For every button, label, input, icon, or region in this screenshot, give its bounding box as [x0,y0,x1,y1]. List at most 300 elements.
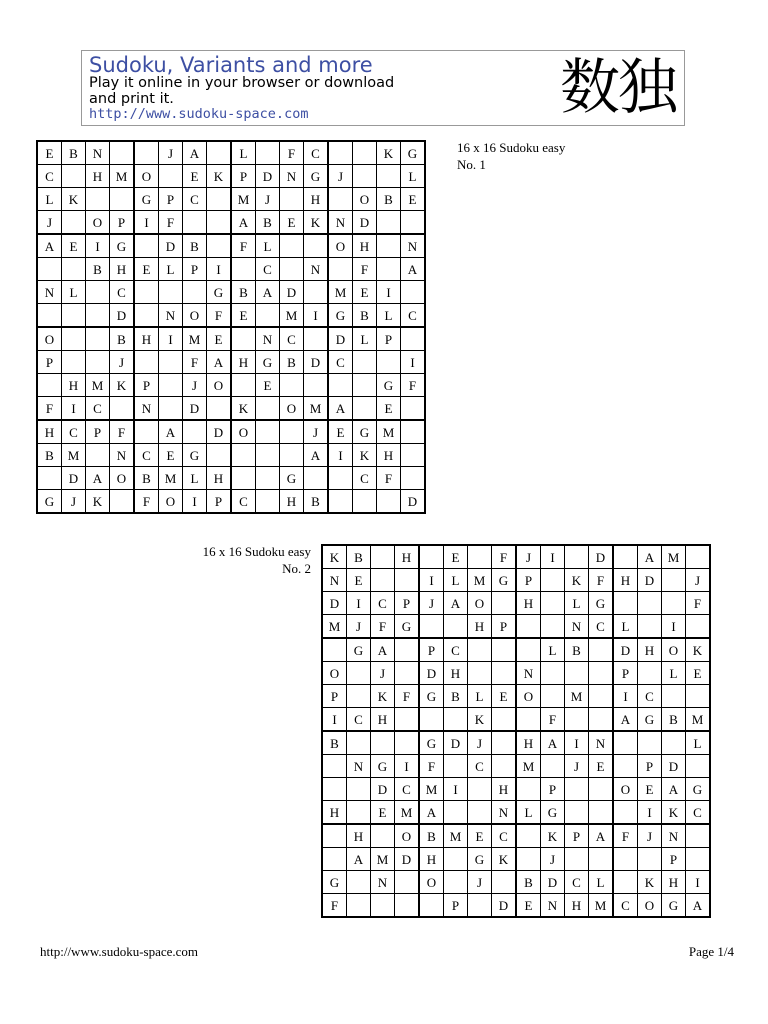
sudoku-cell[interactable] [280,444,304,467]
sudoku-cell: L [231,141,256,165]
sudoku-cell[interactable] [686,755,711,778]
sudoku-cell[interactable] [280,420,304,444]
sudoku-cell[interactable] [62,351,86,374]
sudoku-cell[interactable] [371,569,395,592]
sudoku-cell[interactable] [304,374,329,397]
sudoku-cell: F [231,234,256,258]
sudoku-cell: I [395,755,420,778]
sudoku-cell[interactable] [492,662,517,685]
sudoku-cell[interactable] [395,871,420,894]
sudoku-cell: I [304,304,329,328]
banner-tagline-line1: Play it online in your browser or download [89,75,395,91]
sudoku-cell[interactable] [347,731,371,755]
sudoku-cell: I [207,258,232,281]
sudoku-cell[interactable] [516,848,541,871]
sudoku-cell[interactable] [62,304,86,328]
sudoku-cell: O [159,490,183,514]
sudoku-cell[interactable] [377,351,401,374]
sudoku-cell: C [638,685,662,708]
sudoku-cell: H [516,731,541,755]
sudoku-cell[interactable] [541,615,565,639]
sudoku-cell[interactable] [62,258,86,281]
sudoku-cell[interactable] [638,615,662,639]
sudoku-cell: B [304,490,329,514]
sudoku-cell: O [183,304,207,328]
sudoku-cell[interactable] [183,281,207,304]
sudoku-cell[interactable] [110,141,135,165]
sudoku-cell[interactable] [304,234,329,258]
sudoku-cell[interactable] [638,592,662,615]
sudoku-cell[interactable] [419,545,444,569]
sudoku-cell[interactable] [419,615,444,639]
sudoku-cell: A [419,801,444,825]
sudoku-cell: B [444,685,468,708]
sudoku-cell: G [686,778,711,801]
sudoku-cell[interactable] [395,894,420,918]
sudoku-cell[interactable] [183,420,207,444]
sudoku-cell: G [304,165,329,188]
sudoku-cell[interactable] [256,141,280,165]
sudoku-cell[interactable] [37,304,62,328]
sudoku-cell: D [207,420,232,444]
sudoku-cell: B [347,545,371,569]
sudoku-cell[interactable] [159,165,183,188]
sudoku-cell: M [468,569,492,592]
sudoku-cell: P [662,848,686,871]
sudoku-cell: C [468,755,492,778]
sudoku-cell: C [401,304,426,328]
sudoku-cell[interactable] [565,848,589,871]
sudoku-cell[interactable] [304,327,329,351]
sudoku-cell: N [134,397,159,421]
sudoku-cell[interactable] [613,801,638,825]
sudoku-cell[interactable] [686,685,711,708]
sudoku-cell[interactable] [371,731,395,755]
sudoku-cell[interactable] [401,420,426,444]
sudoku-cell: J [468,871,492,894]
sudoku-cell: L [613,615,638,639]
sudoku-cell[interactable] [159,351,183,374]
sudoku-cell[interactable] [419,708,444,732]
sudoku-cell: C [86,397,110,421]
sudoku-cell[interactable] [377,211,401,235]
sudoku-cell: O [207,374,232,397]
sudoku-cell: O [395,824,420,848]
sudoku-cell: D [256,165,280,188]
sudoku-cell[interactable] [589,662,614,685]
sudoku-cell: J [565,755,589,778]
sudoku-cell[interactable] [613,592,638,615]
sudoku-cell[interactable] [686,615,711,639]
sudoku-cell[interactable] [638,662,662,685]
sudoku-cell[interactable] [662,731,686,755]
sudoku-cell[interactable] [492,592,517,615]
sudoku-cell: G [110,234,135,258]
sudoku-cell[interactable] [541,662,565,685]
sudoku-cell: P [134,374,159,397]
sudoku-cell[interactable] [280,258,304,281]
sudoku-cell: O [110,467,135,490]
sudoku-cell[interactable] [444,848,468,871]
sudoku-cell[interactable] [353,397,377,421]
sudoku-cell: M [231,188,256,211]
sudoku-cell[interactable] [541,755,565,778]
sudoku-cell: J [516,545,541,569]
sudoku-cell[interactable] [686,824,711,848]
sudoku-cell[interactable] [492,871,517,894]
sudoku-cell[interactable] [280,374,304,397]
sudoku-cell[interactable] [328,374,353,397]
sudoku-cell[interactable] [37,467,62,490]
sudoku-cell: I [347,592,371,615]
sudoku-cell[interactable] [231,444,256,467]
grid-row [37,397,425,421]
sudoku-cell[interactable] [304,467,329,490]
sudoku-cell[interactable] [86,444,110,467]
sudoku-cell: P [565,824,589,848]
sudoku-cell[interactable] [134,234,159,258]
sudoku-cell[interactable] [613,871,638,894]
sudoku-cell[interactable] [304,281,329,304]
sudoku-cell[interactable] [62,211,86,235]
sudoku-cell[interactable] [231,467,256,490]
sudoku-cell[interactable] [256,444,280,467]
sudoku-cell[interactable] [347,685,371,708]
sudoku-cell: G [353,420,377,444]
sudoku-cell[interactable] [516,638,541,662]
sudoku-cell[interactable] [322,848,347,871]
sudoku-cell[interactable] [347,894,371,918]
sudoku-cell: O [328,234,353,258]
sudoku-cell[interactable] [159,281,183,304]
sudoku-cell[interactable] [86,281,110,304]
sudoku-cell: K [231,397,256,421]
sudoku-cell: D [371,778,395,801]
sudoku-cell[interactable] [468,545,492,569]
sudoku-cell: J [256,188,280,211]
sudoku-cell: F [183,351,207,374]
sudoku-cell[interactable] [401,211,426,235]
sudoku-cell[interactable] [207,141,232,165]
sudoku-cell[interactable] [207,444,232,467]
sudoku-cell: K [492,848,517,871]
sudoku-cell: A [589,824,614,848]
sudoku-cell[interactable] [86,327,110,351]
sudoku-cell: I [565,731,589,755]
sudoku-cell[interactable] [377,234,401,258]
sudoku-cell: J [686,569,711,592]
sudoku-cell: O [516,685,541,708]
sudoku-cell: H [134,327,159,351]
sudoku-cell[interactable] [110,490,135,514]
sudoku-cell[interactable] [353,141,377,165]
sudoku-cell[interactable] [231,327,256,351]
footer-url[interactable]: http://www.sudoku-space.com [40,944,199,959]
sudoku-cell[interactable] [377,490,401,514]
sudoku-cell: M [86,374,110,397]
sudoku-cell[interactable] [565,778,589,801]
sudoku-cell[interactable] [565,801,589,825]
grid-row [37,165,425,188]
sudoku-cell[interactable] [401,327,426,351]
sudoku-cell: J [110,351,135,374]
sudoku-cell: F [377,467,401,490]
sudoku-cell[interactable] [444,708,468,732]
sudoku-cell: J [304,420,329,444]
sudoku-cell[interactable] [207,211,232,235]
sudoku-cell: I [183,490,207,514]
sudoku-cell: J [419,592,444,615]
sudoku-cell: C [686,801,711,825]
sudoku-cell[interactable] [328,188,353,211]
sudoku-cell: N [516,662,541,685]
sudoku-cell[interactable] [134,141,159,165]
sudoku-cell: G [541,801,565,825]
sudoku-cell[interactable] [207,188,232,211]
sudoku-cell: C [280,327,304,351]
sudoku-cell[interactable] [638,848,662,871]
sudoku-cell[interactable] [492,708,517,732]
sudoku-cell[interactable] [468,778,492,801]
sudoku-cell[interactable] [419,894,444,918]
sudoku-cell[interactable] [492,731,517,755]
sudoku-cell[interactable] [256,490,280,514]
sudoku-cell[interactable] [516,778,541,801]
sudoku-cell[interactable] [371,545,395,569]
sudoku-cell[interactable] [541,569,565,592]
sudoku-cell[interactable] [377,165,401,188]
sudoku-cell[interactable] [444,871,468,894]
sudoku-cell[interactable] [589,638,614,662]
sudoku-cell[interactable] [613,755,638,778]
sudoku-cell[interactable] [589,685,614,708]
sudoku-cell[interactable] [256,467,280,490]
sudoku-cell[interactable] [589,708,614,732]
sudoku-cell[interactable] [541,685,565,708]
sudoku-cell[interactable] [86,351,110,374]
sudoku-cell[interactable] [395,662,420,685]
sudoku-cell[interactable] [613,848,638,871]
sudoku-cell: N [589,731,614,755]
sudoku-cell: E [516,894,541,918]
sudoku-cell: M [516,755,541,778]
sudoku-cell: A [183,141,207,165]
sudoku-cell[interactable] [371,824,395,848]
sudoku-cell[interactable] [86,188,110,211]
sudoku-cell[interactable] [589,801,614,825]
sudoku-cell[interactable] [322,824,347,848]
sudoku-cell[interactable] [565,545,589,569]
sudoku-cell[interactable] [371,894,395,918]
sudoku-cell: E [444,545,468,569]
sudoku-cell: A [86,467,110,490]
sudoku-cell: A [541,731,565,755]
sudoku-cell[interactable] [468,894,492,918]
grid-row [37,258,425,281]
grid-row [322,569,710,592]
sudoku-cell[interactable] [492,638,517,662]
sudoku-cell: N [110,444,135,467]
sudoku-cell[interactable] [638,731,662,755]
sudoku-cell: A [686,894,711,918]
sudoku-cell[interactable] [613,731,638,755]
sudoku-space-banner[interactable] [81,50,685,126]
sudoku-cell[interactable] [322,755,347,778]
sudoku-cell[interactable] [662,685,686,708]
grid-row [322,615,710,639]
sudoku-cell: I [377,281,401,304]
sudoku-cell[interactable] [395,731,420,755]
sudoku-cell[interactable] [328,258,353,281]
sudoku-cell[interactable] [134,281,159,304]
sudoku-cell[interactable] [516,708,541,732]
sudoku-cell: M [280,304,304,328]
sudoku-cell[interactable] [565,708,589,732]
sudoku-cell[interactable] [86,304,110,328]
sudoku-cell: B [280,351,304,374]
sudoku-cell: I [638,801,662,825]
sudoku-cell: P [322,685,347,708]
sudoku-cell[interactable] [353,351,377,374]
sudoku-cell: L [468,685,492,708]
sudoku-cell[interactable] [328,141,353,165]
sudoku-cell[interactable] [468,638,492,662]
sudoku-cell[interactable] [134,351,159,374]
sudoku-cell: B [134,467,159,490]
sudoku-cell: C [444,638,468,662]
sudoku-cell[interactable] [401,397,426,421]
sudoku-cell[interactable] [183,211,207,235]
sudoku-cell[interactable] [516,824,541,848]
sudoku-cell[interactable] [613,545,638,569]
sudoku-cell[interactable] [516,615,541,639]
sudoku-cell[interactable] [231,258,256,281]
sudoku-cell[interactable] [662,592,686,615]
sudoku-cell: P [207,490,232,514]
sudoku-cell[interactable] [62,327,86,351]
sudoku-cell[interactable] [159,374,183,397]
sudoku-cell: I [322,708,347,732]
sudoku-cell[interactable] [492,755,517,778]
sudoku-cell: E [371,801,395,825]
sudoku-cell[interactable] [589,848,614,871]
sudoku-cell: K [304,211,329,235]
sudoku-cell: P [37,351,62,374]
sudoku-cell: P [419,638,444,662]
sudoku-cell: C [347,708,371,732]
banner-url-link[interactable]: http://www.sudoku-space.com [89,106,309,122]
sudoku-cell[interactable] [37,258,62,281]
sudoku-cell[interactable] [686,848,711,871]
sudoku-cell[interactable] [110,397,135,421]
sudoku-cell[interactable] [347,778,371,801]
sudoku-cell: I [419,569,444,592]
sudoku-cell: O [86,211,110,235]
sudoku-cell[interactable] [207,397,232,421]
sudoku-cell: E [347,569,371,592]
sudoku-cell: P [541,778,565,801]
sudoku-cell[interactable] [322,638,347,662]
sudoku-cell: H [492,778,517,801]
puzzle-1-caption [457,139,565,173]
sudoku-cell[interactable] [207,234,232,258]
sudoku-cell[interactable] [159,397,183,421]
sudoku-cell: A [662,778,686,801]
sudoku-cell: H [207,467,232,490]
sudoku-cell[interactable] [353,165,377,188]
sudoku-cell[interactable] [541,592,565,615]
sudoku-cell[interactable] [280,188,304,211]
sudoku-cell[interactable] [110,188,135,211]
sudoku-cell[interactable] [444,755,468,778]
sudoku-cell[interactable] [468,662,492,685]
sudoku-cell[interactable] [565,662,589,685]
sudoku-cell[interactable] [686,545,711,569]
sudoku-cell: P [444,894,468,918]
sudoku-cell[interactable] [395,708,420,732]
sudoku-cell: I [62,397,86,421]
sudoku-cell: G [395,615,420,639]
sudoku-cell: D [280,281,304,304]
sudoku-cell: O [322,662,347,685]
sudoku-cell: P [159,188,183,211]
sudoku-cell[interactable] [347,801,371,825]
sudoku-cell[interactable] [322,778,347,801]
sudoku-cell: H [110,258,135,281]
sudoku-cell: F [401,374,426,397]
sudoku-cell: K [686,638,711,662]
sudoku-cell[interactable] [395,638,420,662]
sudoku-cell[interactable] [468,801,492,825]
sudoku-cell[interactable] [401,467,426,490]
sudoku-cell[interactable] [353,490,377,514]
sudoku-cell[interactable] [231,374,256,397]
sudoku-cell[interactable] [353,374,377,397]
sudoku-cell: O [134,165,159,188]
sudoku-cell: H [565,894,589,918]
grid-row [322,638,710,662]
sudoku-cell[interactable] [589,778,614,801]
sudoku-cell[interactable] [62,165,86,188]
sudoku-cell: G [322,871,347,894]
sudoku-cell[interactable] [256,304,280,328]
sudoku-cell[interactable] [444,615,468,639]
sudoku-cell[interactable] [134,420,159,444]
sudoku-cell: C [37,165,62,188]
sudoku-cell[interactable] [347,871,371,894]
sudoku-cell: G [207,281,232,304]
sudoku-cell: F [110,420,135,444]
sudoku-cell[interactable] [328,467,353,490]
sudoku-cell: L [183,467,207,490]
sudoku-cell[interactable] [401,281,426,304]
sudoku-cell[interactable] [256,397,280,421]
sudoku-cell: M [444,824,468,848]
sudoku-cell[interactable] [662,569,686,592]
sudoku-cell[interactable] [395,569,420,592]
sudoku-cell[interactable] [444,801,468,825]
sudoku-cell[interactable] [280,234,304,258]
sudoku-cell[interactable] [377,258,401,281]
sudoku-cell[interactable] [256,420,280,444]
sudoku-cell[interactable] [347,662,371,685]
sudoku-cell: I [328,444,353,467]
sudoku-cell[interactable] [401,444,426,467]
sudoku-cell[interactable] [37,374,62,397]
sudoku-cell: H [419,848,444,871]
sudoku-cell[interactable] [328,490,353,514]
sudoku-cell[interactable] [134,304,159,328]
